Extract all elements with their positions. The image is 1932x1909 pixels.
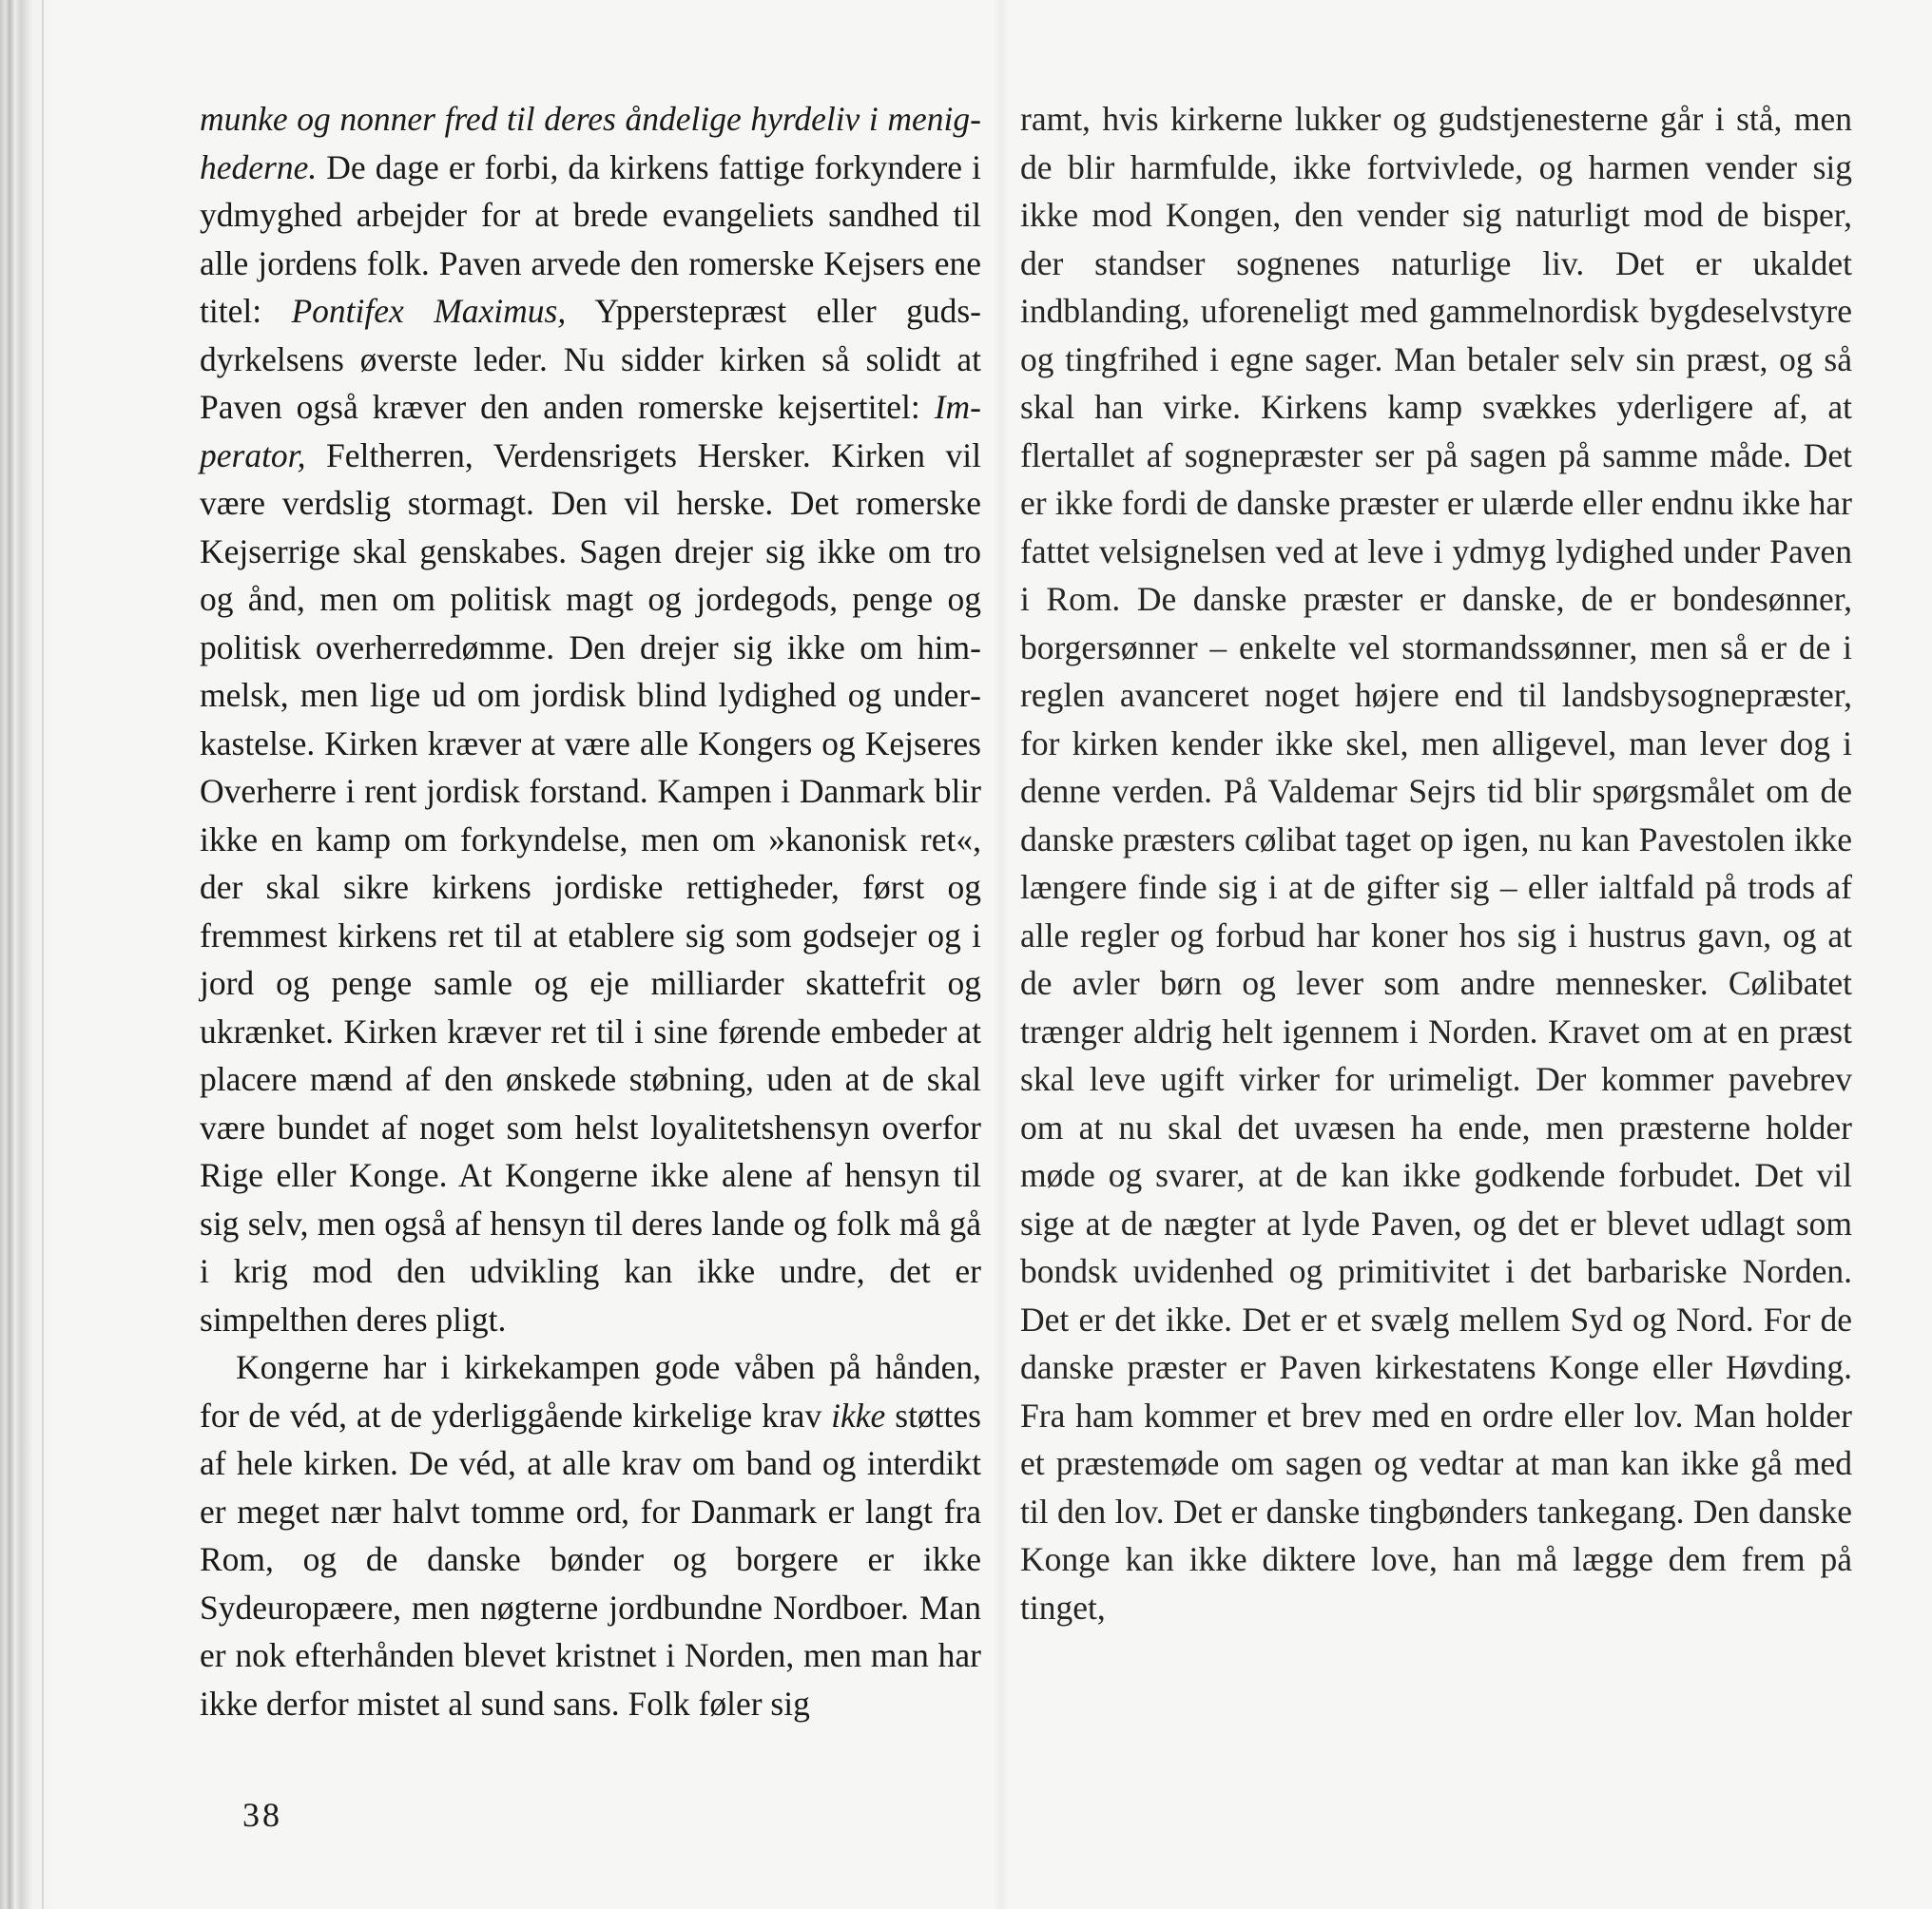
left-p2-italic-ikke: ikke — [831, 1396, 886, 1435]
right-paragraph-1: ramt, hvis kirkerne lukker og gudstjenesterne går i stå, men de blir harmfulde, ikke fortvivlede, og harmen vender sig ikke mod Kongen, den vender sig naturligt mod de bisper, der standser sognenes naturlige liv. Det er ukaldet indblanding, uforeneligt med gammelnordisk bygdeselvstyre og tingfrihed i egne sager. Man betaler selv sin præst, og så skal han virke. Kirkens kamp svækkes yderligere af, at flertallet af sognepræster ser på sagen på samme måde. Det er ikke fordi de danske præster er ulærde eller endnu ikke har fattet velsignelsen ved at leve i ydmyg lydighed under Paven i Rom. De danske præster er danske, de er bondesønner, borgersønner – enkelte vel stormandssønner, men så er de i reglen avanceret noget højere end til landsbysognepræster, for kirken kender ikke skel, men alligevel, man lever dog i denne verden. På Valdemar Sejrs tid blir spørgsmålet om de danske præsters cølibat taget op igen, nu kan Pavestolen ikke længere finde sig i at de gifter sig – eller ialtfald på trods af alle regler og forbud har koner hos sig i hustrus gavn, og at de avler børn og lever som andre mennesker. Cølibatet trænger aldrig helt igennem i Norden. Kravet om at en præst skal leve ugift virker for urimeligt. Der kommer pavebrev om at nu skal det uvæsen ha ende, men præsterne holder møde og svarer, at de kan ikke godkende forbudet. Det vil sige at de nægter at lyde Paven, og det er blevet udlagt som bondsk uvidenhed og primitivitet i det barbariske Norden. Det er det ikke. Det er et svælg mellem Syd og Nord. For de danske præster er Paven kirkestatens Konge eller Høvding. Fra ham kommer et brev med en ordre eller lov. Man holder et præstemøde om sagen og vedtar at man kan ikke gå med til den lov. Det er danske tingbønders tankegang. Den danske Konge kan ikke diktere love, han må lægge dem frem på tinget, — [1020, 100, 1852, 1627]
left-p1-text-a: De dage er forbi, da kirkens fattige forkyndere i ydmyghed arbejder for at brede evangeliets sandhed til alle jordens folk. Paven arvede den romerske Kejsers ene titel: — [200, 147, 981, 330]
left-p1-italic-pontifex: Pontifex Maximus, — [291, 292, 567, 330]
left-p1-text-b: Ypperstepræst eller gudsdyrkelsens øverste leder. Nu sidder kirken så solidt at Paven også kræver den anden romerske kejsertitel: — [200, 292, 981, 426]
left-p1-italic-opening: munke og nonner fred til deres åndelige hyrdeliv i menighederne. — [200, 100, 981, 186]
left-paragraph-2 — [200, 1343, 981, 1727]
book-gutter-edge — [0, 0, 57, 1909]
left-p1-text-c: Feltherren, Verdensrigets Hersker. Kirken vil være verdslig stormagt. Den vil herske. Det romerske Kejserrige skal genskabes. Sagen drejer sig ikke om tro og ånd, men om politisk magt og jordegods, penge og politisk overherredømme. Den drejer sig ikke om himmelsk, men lige ud om jordisk blind lydighed og underkastelse. Kirken kræver at være alle Kongers og Kejseres Overherre i rent jordisk forstand. Kampen i Danmark blir ikke en kamp om forkyndelse, men om »kanonisk ret«, der skal sikre kirkens jordiske rettigheder, først og fremmest kirkens ret til at etablere sig som godsejer og i jord og penge samle og eje milliarder skattefrit og ukrænket. Kirken kræver ret til i sine førende embeder at placere mænd af den ønskede støbning, uden at de skal være bundet af noget som helst loyalitetshensyn overfor Rige eller Konge. At Kongerne ikke alene af hensyn til sig selv, men også af hensyn til deres lande og folk må gå i krig mod den udvikling kan ikke undre, det er simpelthen deres pligt. — [200, 435, 981, 1339]
left-p2-text-a: Kongerne har i kirkekampen gode våben på hånden, for de véd, at de yderliggående kirkelige krav — [200, 1348, 981, 1435]
left-p1-italic-imperator: Imperator, — [200, 388, 981, 474]
left-column — [200, 95, 981, 1787]
page-number: 38 — [242, 1796, 282, 1834]
right-column — [1020, 95, 1852, 1787]
left-p2-text-b: støttes af hele kirken. De véd, at alle krav om band og interdikt er meget nær halvt tomme ord, for Danmark er langt fra Rom, og de danske bønder og borgere er ikke Sydeuropæere, men nøgterne jordbundne Nordboer. Man er nok efterhånden blevet kristnet i Norden, men man har ikke derfor mistet al sund sans. Folk føler sig — [200, 1396, 981, 1723]
left-paragraph-1 — [200, 95, 981, 1343]
page-spine — [994, 0, 1009, 1909]
